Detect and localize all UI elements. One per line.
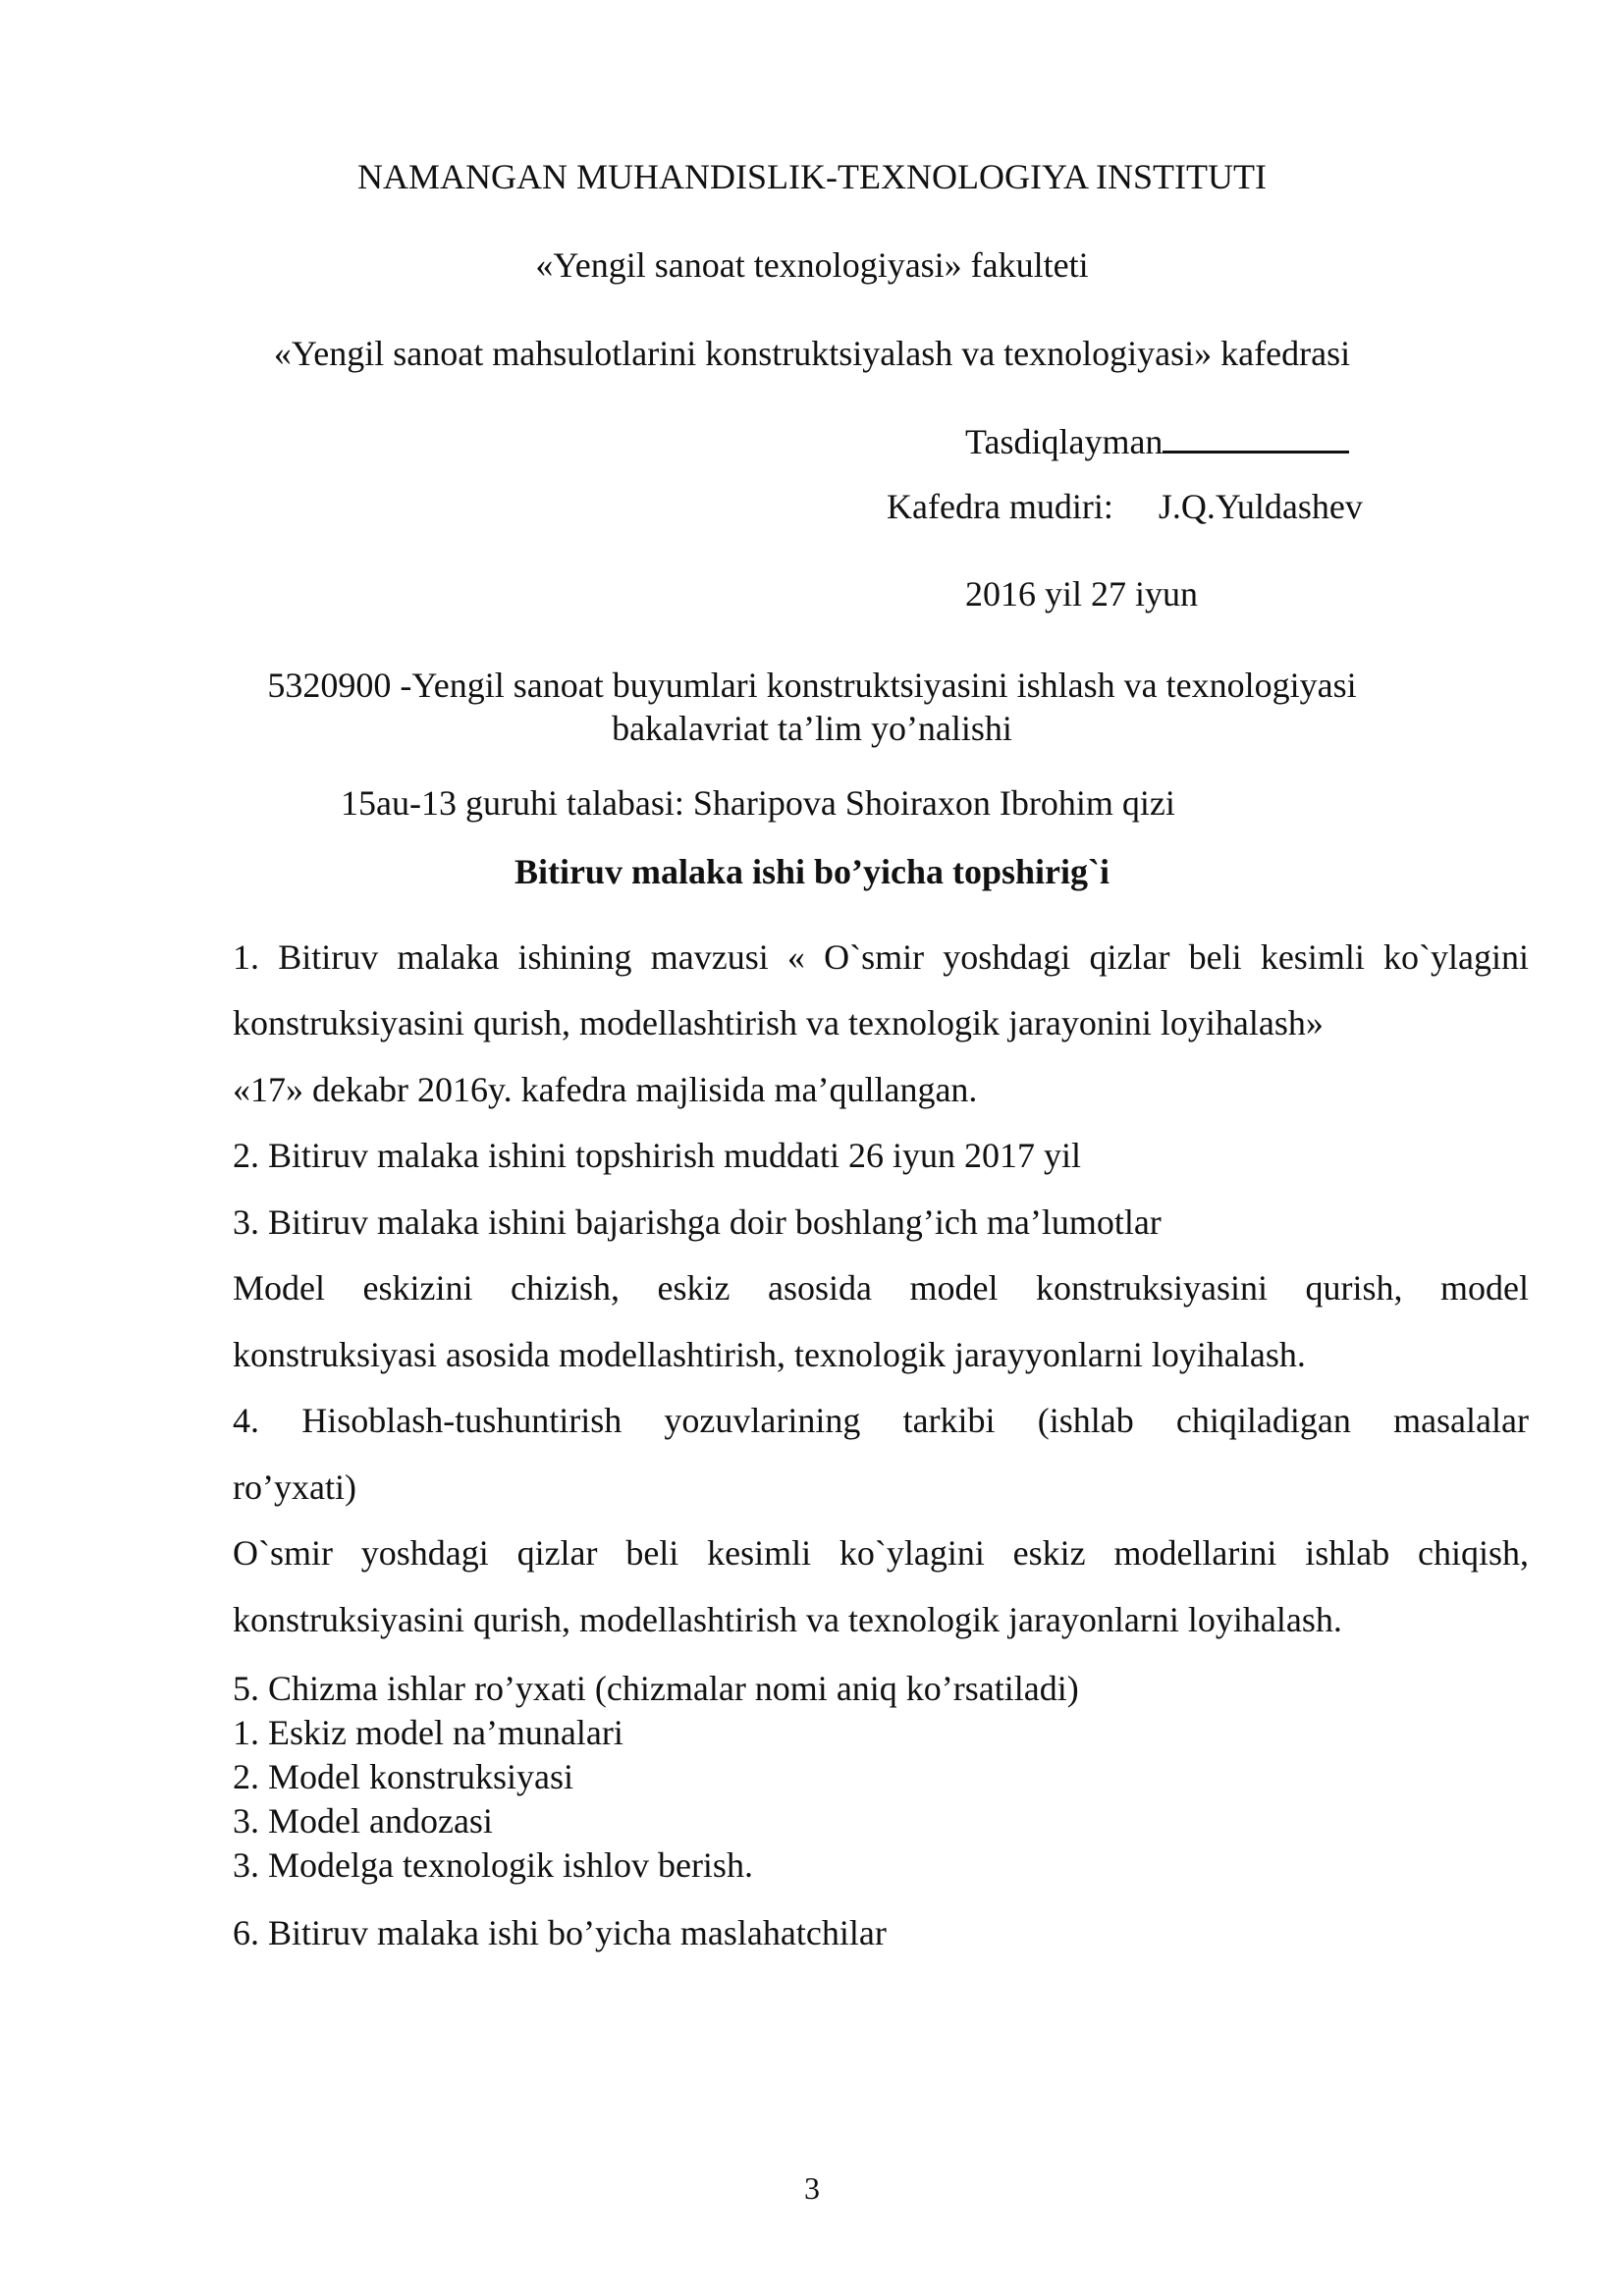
program-line-2: bakalavriat ta’lim yo’nalishi	[612, 709, 1012, 748]
drawing-item: 3. Modelga texnologik ishlov berish.	[233, 1845, 753, 1885]
approval-label: Tasdiqlayman	[965, 422, 1164, 461]
approval-date: 2016 yil 27 iyun	[965, 574, 1199, 614]
approval-block	[965, 420, 1349, 463]
item-4-line-2: ro’yxati)	[233, 1468, 356, 1507]
item-5: 5. Chizma ishlar ro’yxati (chizmalar nomi aniq ko’rsatiladi)	[233, 1669, 1079, 1708]
item-2: 2. Bitiruv malaka ishini topshirish muddati 26 iyun 2017 yil	[233, 1136, 1081, 1175]
page-number: 3	[804, 2170, 820, 2206]
item-1-line-2: konstruksiyasini qurish, modellashtirish va texnologik jarayonini loyihalash»	[233, 1003, 1324, 1042]
item-1-line-1: 1. Bitiruv malaka ishining mavzusi « O`smir yoshdagi qizlar beli kesimli ko`ylagini	[233, 937, 1529, 977]
document-title: Bitiruv malaka ishi bo’yicha topshirig`i	[514, 852, 1110, 891]
item-1-line-3: «17» dekabr 2016y. kafedra majlisida ma’qullangan.	[233, 1070, 978, 1109]
drawing-item: 3. Model andozasi	[233, 1801, 493, 1841]
department-head	[887, 485, 1363, 528]
item-4-text-line-2: konstruksiyasini qurish, modellashtirish va texnologik jarayonlarni loyihalash.	[233, 1600, 1342, 1639]
item-3-text-line-2: konstruksiyasi asosida modellashtirish, texnologik jarayyonlarni loyihalash.	[233, 1335, 1306, 1374]
signature-line	[1163, 421, 1349, 454]
item-3: 3. Bitiruv malaka ishini bajarishga doir boshlang’ich ma’lumotlar	[233, 1202, 1162, 1242]
institute-title: NAMANGAN MUHANDISLIK-TEXNOLOGIYA INSTITUTI	[357, 157, 1267, 196]
department-head-label: Kafedra mudiri:	[887, 487, 1113, 526]
drawing-item: 2. Model konstruksiyasi	[233, 1757, 573, 1796]
item-3-text-line-1: Model eskizini chizish, eskiz asosida model konstruksiyasini qurish, model	[233, 1268, 1529, 1308]
faculty-title: «Yengil sanoat texnologiyasi» fakulteti	[535, 245, 1089, 285]
item-4-text-line-1: O`smir yoshdagi qizlar beli kesimli ko`ylagini eskiz modellarini ishlab chiqish,	[233, 1533, 1529, 1573]
drawing-item: 1. Eskiz model na’munalari	[233, 1713, 623, 1752]
department-head-name: J.Q.Yuldashev	[1158, 487, 1363, 526]
item-6: 6. Bitiruv malaka ishi bo’yicha maslahatchilar	[233, 1913, 887, 1952]
department-title: «Yengil sanoat mahsulotlarini konstruktsiyalash va texnologiyasi» kafedrasi	[273, 334, 1351, 373]
student-line: 15au-13 guruhi talabasi: Sharipova Shoiraxon Ibrohim qizi	[341, 783, 1175, 823]
item-4-line-1: 4. Hisoblash-tushuntirish yozuvlarining tarkibi (ishlab chiqiladigan masalalar	[233, 1401, 1529, 1440]
program-line-1: 5320900 -Yengil sanoat buyumlari konstruktsiyasini ishlash va texnologiyasi	[267, 666, 1357, 705]
